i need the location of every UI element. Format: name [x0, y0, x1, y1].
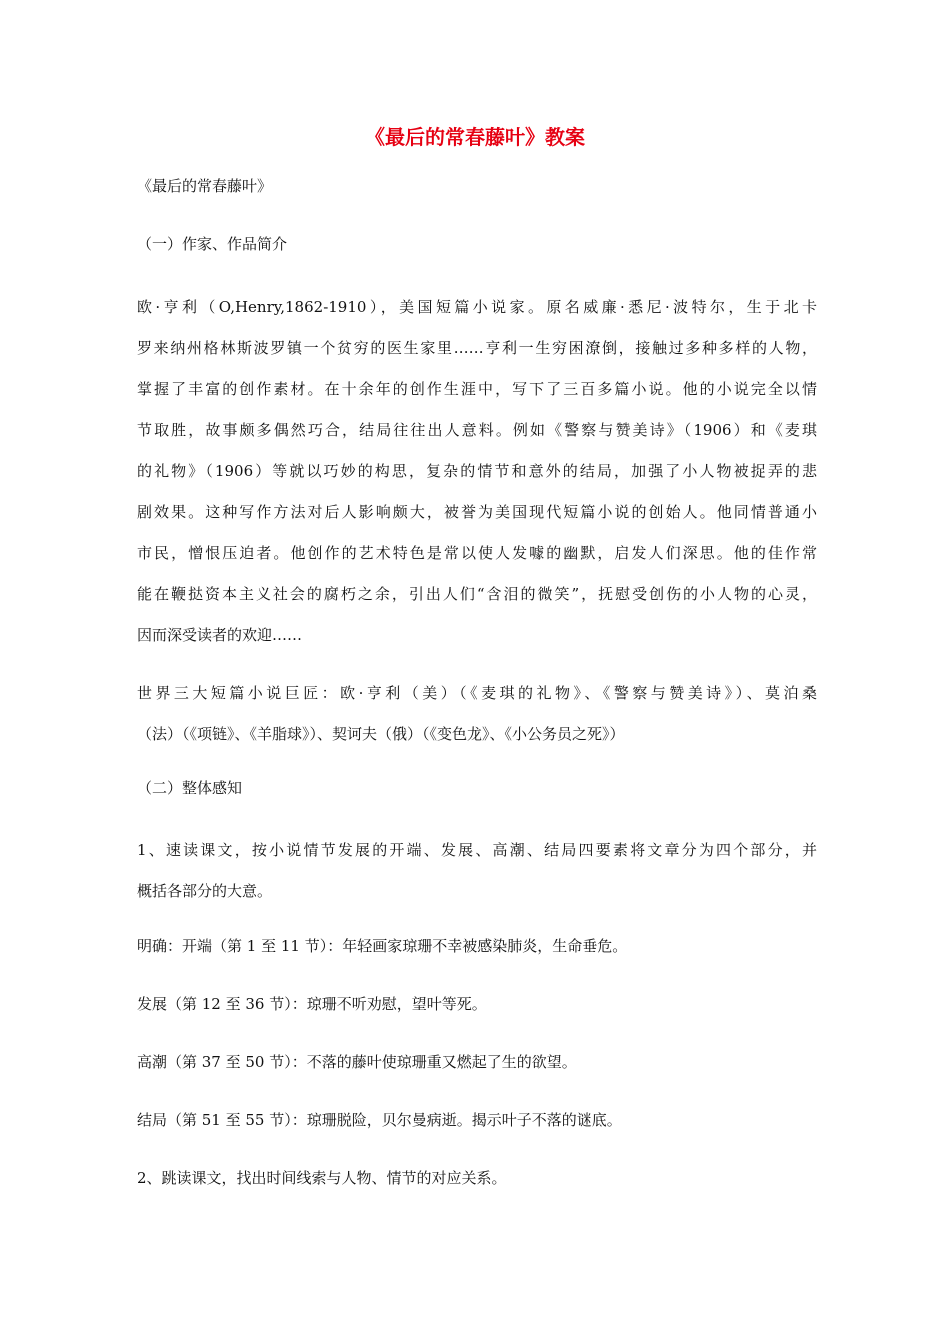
- paragraph-line: 1、速读课文，按小说情节发展的开端、发展、高潮、结局四要素将文章分为四个部分，并: [137, 841, 817, 859]
- paragraph-line: 欧·亨利（O,Henry,1862-1910），美国短篇小说家。原名威廉·悉尼·波特尔，生于北卡: [137, 298, 817, 316]
- paragraph-line: 概括各部分的大意。: [137, 882, 273, 900]
- paragraph-line: 因而深受读者的欢迎……: [137, 626, 303, 644]
- answer-opening: 明确：开端（第 1 至 11 节）：年轻画家琼珊不幸被感染肺炎，生命垂危。: [137, 937, 628, 955]
- task2-text: 2、跳读课文，找出时间线索与人物、情节的对应关系。: [137, 1169, 507, 1187]
- paragraph-line: （法）（《项链》、《羊脂球》）、契诃夫（俄）（《变色龙》、《小公务员之死》）: [137, 725, 625, 743]
- answer-climax: 高潮（第 37 至 50 节）：不落的藤叶使琼珊重又燃起了生的欲望。: [137, 1053, 577, 1071]
- section-heading-author-intro: （一）作家、作品简介: [137, 235, 288, 253]
- section-heading-overall-perception: （二）整体感知: [137, 779, 243, 797]
- subtitle: 《最后的常春藤叶》: [137, 177, 273, 195]
- answer-development: 发展（第 12 至 36 节）：琼珊不听劝慰，望叶等死。: [137, 995, 487, 1013]
- author-intro-paragraph: [137, 287, 817, 656]
- paragraph-line: 能在鞭挞资本主义社会的腐朽之余，引出人们“含泪的微笑”，抚慰受创伤的小人物的心灵，: [137, 585, 817, 603]
- masters-paragraph: [137, 673, 817, 755]
- paragraph-line: 节取胜，故事颇多偶然巧合，结局往往出人意料。例如《警察与赞美诗》（1906）和《麦琪: [137, 421, 817, 439]
- paragraph-line: 世界三大短篇小说巨匠：欧·亨利（美）（《麦琪的礼物》、《警察与赞美诗》）、莫泊桑: [137, 684, 817, 702]
- paragraph-line: 剧效果。这种写作方法对后人影响颇大，被誉为美国现代短篇小说的创始人。他同情普通小: [137, 503, 817, 521]
- paragraph-line: 的礼物》（1906）等就以巧妙的构思，复杂的情节和意外的结局，加强了小人物被捉弄的悲: [137, 462, 817, 480]
- document-title: 《最后的常春藤叶》教案: [365, 125, 585, 149]
- paragraph-line: 罗来纳州格林斯波罗镇一个贫穷的医生家里……亨利一生穷困潦倒，接触过多种多样的人物，: [137, 339, 817, 357]
- paragraph-line: 掌握了丰富的创作素材。在十余年的创作生涯中，写下了三百多篇小说。他的小说完全以情: [137, 380, 817, 398]
- answer-ending: 结局（第 51 至 55 节）：琼珊脱险，贝尔曼病逝。揭示叶子不落的谜底。: [137, 1111, 622, 1129]
- paragraph-line: 市民，憎恨压迫者。他创作的艺术特色是常以使人发噱的幽默，启发人们深思。他的佳作常: [137, 544, 817, 562]
- task1-paragraph: [137, 830, 817, 912]
